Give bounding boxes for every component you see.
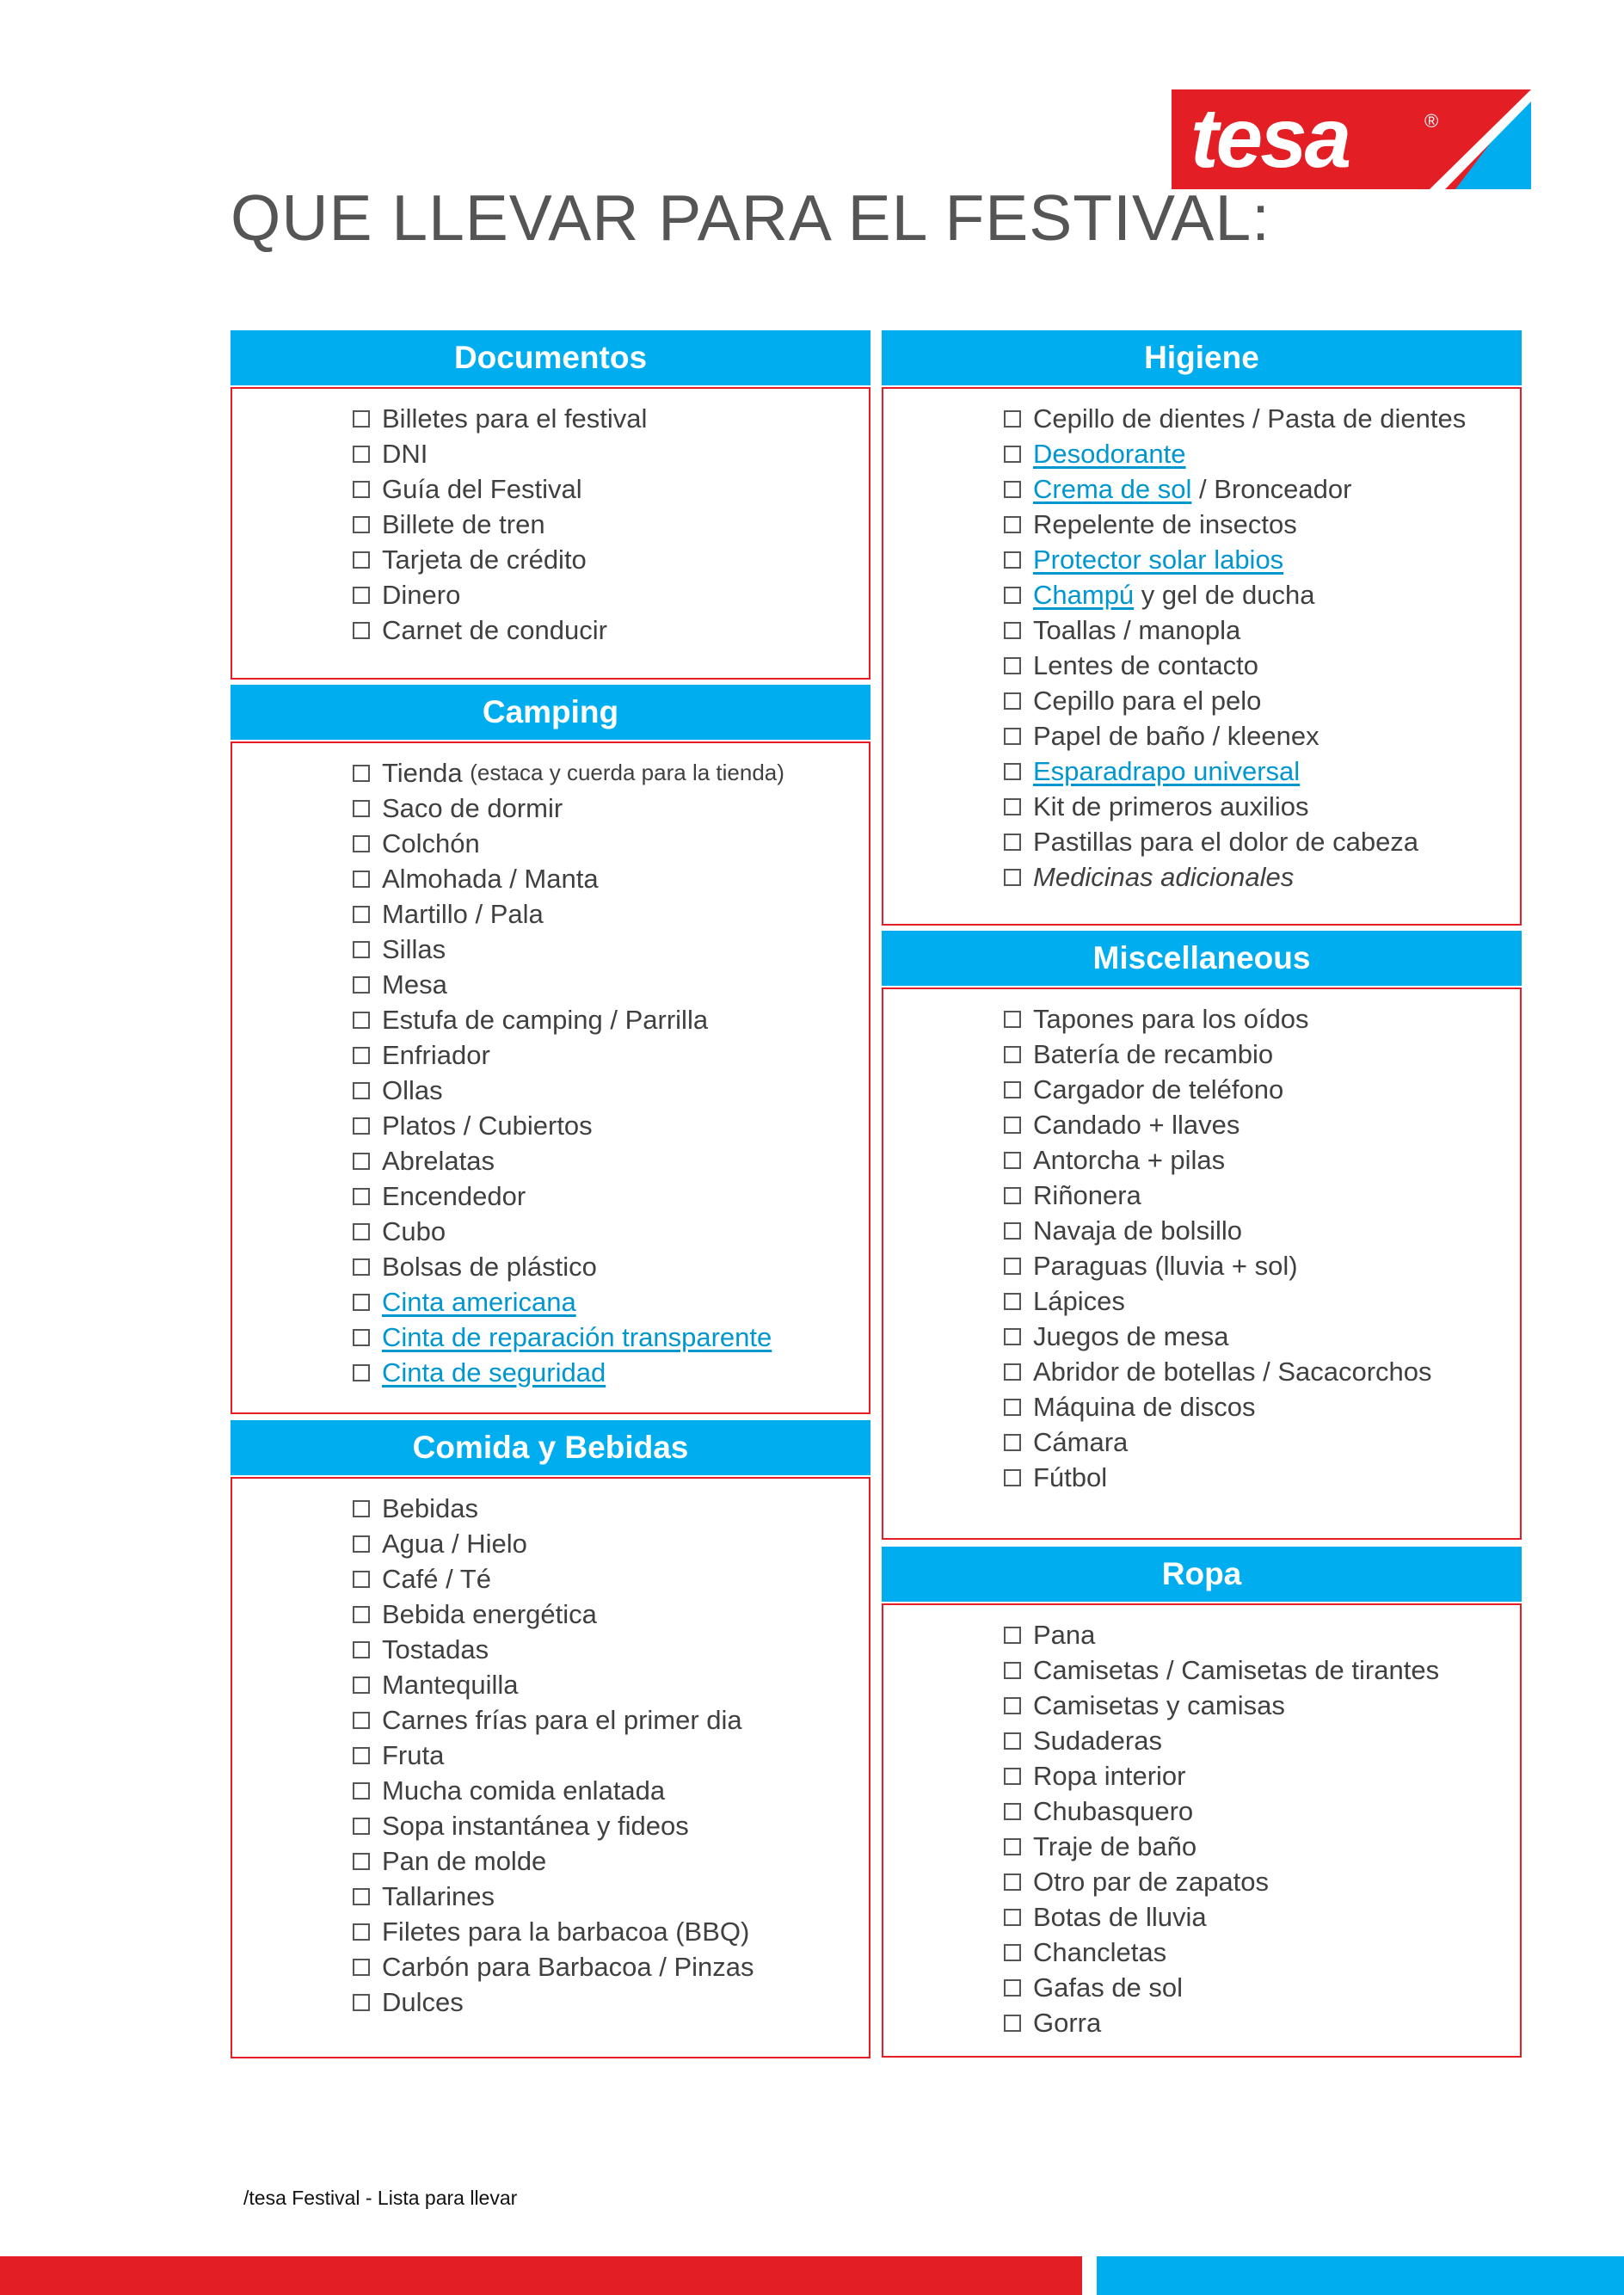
checklist-item[interactable] <box>353 755 784 791</box>
checklist-item[interactable] <box>1004 1037 1432 1072</box>
checkbox-icon[interactable] <box>353 1082 370 1099</box>
item-link[interactable]: Cinta de reparación transparente <box>382 1322 772 1352</box>
checkbox-icon[interactable] <box>353 1535 370 1553</box>
checkbox-icon[interactable] <box>353 800 370 817</box>
item-label: Billete de tren <box>382 509 545 539</box>
checklist-item[interactable] <box>1004 1001 1432 1037</box>
item-label: Martillo / Pala <box>382 899 544 929</box>
checklist-item[interactable] <box>353 1491 754 1526</box>
checkbox-icon[interactable] <box>353 1853 370 1870</box>
checklist <box>353 401 647 648</box>
checkbox-icon[interactable] <box>1004 1363 1021 1381</box>
item-label: Juegos de mesa <box>1033 1321 1229 1351</box>
item-label: Gafas de sol <box>1033 1972 1184 2003</box>
checkbox-icon[interactable] <box>1004 1152 1021 1169</box>
checklist-item[interactable] <box>1004 1319 1432 1354</box>
item-label: Tostadas <box>382 1634 489 1664</box>
checkbox-icon[interactable] <box>1004 551 1021 569</box>
checklist-item[interactable] <box>1004 401 1466 436</box>
checklist-item[interactable] <box>353 826 784 861</box>
checklist-item[interactable] <box>353 967 784 1002</box>
checklist-item[interactable] <box>1004 1424 1432 1460</box>
checkbox-icon[interactable] <box>353 1047 370 1064</box>
checkbox-icon[interactable] <box>1004 1117 1021 1134</box>
item-label: Fútbol <box>1033 1462 1108 1492</box>
checklist-item[interactable] <box>353 896 784 932</box>
section-header-comida <box>231 1420 870 1475</box>
checkbox-icon[interactable] <box>1004 587 1021 604</box>
checkbox-icon[interactable] <box>1004 410 1021 428</box>
checklist-item[interactable] <box>353 1632 754 1667</box>
checkbox-icon[interactable] <box>1004 1838 1021 1855</box>
item-label: Camisetas / Camisetas de tirantes <box>1033 1655 1440 1685</box>
checklist-item[interactable] <box>353 1879 754 1914</box>
item-label: Cámara <box>1033 1427 1129 1457</box>
checkbox-icon[interactable] <box>1004 1328 1021 1345</box>
checkbox-icon[interactable] <box>1004 1909 1021 1926</box>
section-header-documentos <box>231 330 870 385</box>
checklist <box>353 1491 754 2020</box>
checklist-item[interactable] <box>1004 683 1466 718</box>
checkbox-icon[interactable] <box>353 1258 370 1276</box>
item-label: Abridor de botellas / Sacacorchos <box>1033 1357 1432 1387</box>
checkbox-icon[interactable] <box>1004 1187 1021 1204</box>
item-label: Antorcha + pilas <box>1033 1145 1226 1175</box>
checklist-item[interactable] <box>353 1597 754 1632</box>
item-label: Fruta <box>382 1740 445 1770</box>
checkbox-icon[interactable] <box>1004 1627 1021 1644</box>
item-label: Lápices <box>1033 1286 1125 1316</box>
item-label: Ollas <box>382 1075 443 1105</box>
checkbox-icon[interactable] <box>1004 728 1021 745</box>
checklist-item[interactable] <box>1004 1688 1439 1723</box>
checkbox-icon[interactable] <box>1004 1697 1021 1714</box>
checklist-item[interactable] <box>353 1667 754 1702</box>
section-box-higiene <box>882 387 1522 926</box>
item-label: Agua / Hielo <box>382 1529 527 1559</box>
item-label: Pan de molde <box>382 1846 547 1876</box>
checkbox-icon[interactable] <box>353 1294 370 1311</box>
checkbox-icon[interactable] <box>1004 481 1021 498</box>
checkbox-icon[interactable] <box>353 1500 370 1517</box>
item-link[interactable]: Champú <box>1033 580 1135 610</box>
checklist-item[interactable] <box>353 471 647 507</box>
checklist-item[interactable] <box>353 1808 754 1843</box>
item-label: Lentes de contacto <box>1033 650 1258 680</box>
checkbox-icon[interactable] <box>1004 834 1021 851</box>
item-label: Tarjeta de crédito <box>382 545 587 575</box>
item-label: Otro par de zapatos <box>1033 1867 1269 1897</box>
checklist-item[interactable] <box>353 542 647 577</box>
item-label: Cepillo para el pelo <box>1033 686 1262 716</box>
item-label: Pana <box>1033 1620 1096 1650</box>
checkbox-icon[interactable] <box>353 1117 370 1135</box>
checklist-item[interactable] <box>1004 754 1466 789</box>
checkbox-icon[interactable] <box>1004 2015 1021 2032</box>
item-label: Cepillo de dientes / Pasta de dientes <box>1033 403 1467 434</box>
item-label: Botas de lluvia <box>1033 1902 1207 1932</box>
footer-bar-blue <box>1097 2256 1624 2295</box>
checkbox-icon[interactable] <box>353 1747 370 1764</box>
checklist-item[interactable] <box>1004 1652 1439 1688</box>
section-title: Comida y Bebidas <box>412 1430 689 1465</box>
checkbox-icon[interactable] <box>1004 622 1021 639</box>
item-label: Carnes frías para el primer dia <box>382 1705 742 1735</box>
checklist-item[interactable] <box>353 507 647 542</box>
checkbox-icon[interactable] <box>353 1712 370 1729</box>
checkbox-icon[interactable] <box>1004 1469 1021 1486</box>
checkbox-icon[interactable] <box>1004 1434 1021 1451</box>
checklist-item[interactable] <box>1004 1107 1432 1142</box>
checkbox-icon[interactable] <box>353 1571 370 1588</box>
checklist-item[interactable] <box>1004 718 1466 754</box>
checklist-item[interactable] <box>353 1178 784 1214</box>
checkbox-icon[interactable] <box>353 1606 370 1623</box>
checkbox-icon[interactable] <box>353 1329 370 1346</box>
checkbox-icon[interactable] <box>353 481 370 498</box>
checkbox-icon[interactable] <box>1004 1399 1021 1416</box>
checklist-item[interactable] <box>1004 1723 1439 1758</box>
checkbox-icon[interactable] <box>1004 1732 1021 1750</box>
item-label: Enfriador <box>382 1040 490 1070</box>
item-label: DNI <box>382 439 428 469</box>
checkbox-icon[interactable] <box>1004 1293 1021 1310</box>
checklist-item[interactable] <box>1004 1970 1439 2005</box>
checklist-item[interactable] <box>353 1843 754 1879</box>
item-label: Sopa instantánea y fideos <box>382 1811 689 1841</box>
item-label: Paraguas (lluvia + sol) <box>1033 1251 1298 1281</box>
checklist-item[interactable] <box>353 1949 754 1984</box>
item-link[interactable]: Protector solar labios <box>1033 545 1284 575</box>
checklist-item[interactable] <box>353 1702 754 1738</box>
checklist-item[interactable] <box>353 1320 784 1355</box>
checklist-item[interactable] <box>353 932 784 967</box>
section-box-documentos <box>231 387 870 680</box>
checklist-item[interactable] <box>1004 471 1466 507</box>
checklist-item[interactable] <box>1004 1072 1432 1107</box>
checklist-item[interactable] <box>353 1914 754 1949</box>
item-label: Candado + llaves <box>1033 1110 1240 1140</box>
checkbox-icon[interactable] <box>1004 1662 1021 1679</box>
checklist-item[interactable] <box>353 861 784 896</box>
checklist-item[interactable] <box>1004 1460 1432 1495</box>
checklist-item[interactable] <box>353 1773 754 1808</box>
item-label: Almohada / Manta <box>382 864 599 894</box>
checkbox-icon[interactable] <box>353 446 370 463</box>
item-label: Riñonera <box>1033 1180 1141 1210</box>
section-title: Miscellaneous <box>1092 940 1311 975</box>
item-label: Gorra <box>1033 2008 1102 2038</box>
section-box-camping <box>231 741 870 1414</box>
checkbox-icon[interactable] <box>1004 1944 1021 1961</box>
item-label: Mantequilla <box>382 1670 519 1700</box>
item-label: Camisetas y camisas <box>1033 1690 1285 1720</box>
item-label: Navaja de bolsillo <box>1033 1215 1242 1246</box>
item-label: Tallarines <box>382 1881 495 1911</box>
item-label: Dinero <box>382 580 461 610</box>
checkbox-icon[interactable] <box>353 1012 370 1029</box>
checkbox-icon[interactable] <box>353 551 370 569</box>
section-title: Higiene <box>1144 340 1259 375</box>
section-box-ropa <box>882 1603 1522 2058</box>
checkbox-icon[interactable] <box>1004 516 1021 533</box>
registered-mark: ® <box>1424 110 1439 132</box>
checkbox-icon[interactable] <box>353 1641 370 1658</box>
checkbox-icon[interactable] <box>1004 692 1021 710</box>
checkbox-icon[interactable] <box>353 871 370 888</box>
checklist-item[interactable] <box>353 577 647 612</box>
checkbox-icon[interactable] <box>353 516 370 533</box>
checkbox-icon[interactable] <box>353 835 370 852</box>
checkbox-icon[interactable] <box>353 1818 370 1835</box>
checklist-item[interactable] <box>353 791 784 826</box>
checklist-item[interactable] <box>1004 612 1466 648</box>
item-label: Café / Té <box>382 1564 491 1594</box>
checklist <box>1004 1617 1439 2040</box>
checklist-item[interactable] <box>1004 1758 1439 1794</box>
checklist-item[interactable] <box>1004 542 1466 577</box>
item-label: Medicinas adicionales <box>1033 862 1295 892</box>
item-label: Kit de primeros auxilios <box>1033 791 1309 821</box>
checkbox-icon[interactable] <box>353 1677 370 1694</box>
item-label: Saco de dormir <box>382 793 563 823</box>
checklist <box>1004 401 1466 895</box>
item-label: Bolsas de plástico <box>382 1252 597 1282</box>
item-label: Bebida energética <box>382 1599 597 1629</box>
checklist-item[interactable] <box>1004 648 1466 683</box>
checkbox-icon[interactable] <box>353 1782 370 1800</box>
checkbox-icon[interactable] <box>1004 1046 1021 1063</box>
checkbox-icon[interactable] <box>1004 798 1021 815</box>
checkbox-icon[interactable] <box>353 587 370 604</box>
tesa-logo <box>1172 89 1531 189</box>
item-label: Ropa interior <box>1033 1761 1186 1791</box>
section-box-comida <box>231 1477 870 2058</box>
checklist-item[interactable] <box>353 1284 784 1320</box>
checklist-item[interactable] <box>353 1143 784 1178</box>
footer-text: /tesa Festival - Lista para llevar <box>243 2187 518 2209</box>
checklist-item[interactable] <box>353 1249 784 1284</box>
checkbox-icon[interactable] <box>353 1888 370 1905</box>
checklist-item[interactable] <box>1004 1899 1439 1935</box>
checklist-item[interactable] <box>353 1214 784 1249</box>
footer-bar-red <box>0 2256 1082 2295</box>
section-header-camping <box>231 685 870 740</box>
checklist-item[interactable] <box>353 612 647 648</box>
checklist-item[interactable] <box>1004 789 1466 824</box>
checklist-item[interactable] <box>353 1037 784 1073</box>
checklist-item[interactable] <box>1004 1864 1439 1899</box>
item-label: Carnet de conducir <box>382 615 607 645</box>
item-label: Guía del Festival <box>382 474 582 504</box>
checklist-item[interactable] <box>1004 824 1466 859</box>
item-label: Platos / Cubiertos <box>382 1111 593 1141</box>
checkbox-icon[interactable] <box>353 976 370 994</box>
checkbox-icon[interactable] <box>353 1153 370 1170</box>
checklist-item[interactable] <box>1004 436 1466 471</box>
checkbox-icon[interactable] <box>353 906 370 923</box>
item-label: Chubasquero <box>1033 1796 1194 1826</box>
checkbox-icon[interactable] <box>353 1223 370 1240</box>
checklist-item[interactable] <box>353 1355 784 1390</box>
item-label: / Bronceador <box>1191 474 1352 504</box>
section-title: Camping <box>482 694 619 729</box>
item-label: Dulces <box>382 1987 464 2017</box>
checklist-item[interactable] <box>353 436 647 471</box>
checkbox-icon[interactable] <box>353 1959 370 1976</box>
item-label: Estufa de camping / Parrilla <box>382 1005 709 1035</box>
checkbox-icon[interactable] <box>1004 763 1021 780</box>
item-link[interactable]: Crema de sol <box>1033 474 1192 504</box>
item-label: Filetes para la barbacoa (BBQ) <box>382 1917 750 1947</box>
item-label: Sudaderas <box>1033 1726 1162 1756</box>
checklist-item[interactable] <box>1004 1617 1439 1652</box>
checklist-item[interactable] <box>353 1108 784 1143</box>
item-label: Mucha comida enlatada <box>382 1775 666 1806</box>
checkbox-icon[interactable] <box>1004 1222 1021 1240</box>
item-label: Papel de baño / kleenex <box>1033 721 1320 751</box>
item-label: Mesa <box>382 969 447 1000</box>
item-label: Chancletas <box>1033 1937 1167 1967</box>
section-box-miscellaneous <box>882 988 1522 1540</box>
checklist-item[interactable] <box>1004 1354 1432 1389</box>
checkbox-icon[interactable] <box>353 1364 370 1381</box>
checklist-item[interactable] <box>1004 1142 1432 1178</box>
checkbox-icon[interactable] <box>1004 1768 1021 1785</box>
checklist-item[interactable] <box>353 1561 754 1597</box>
section-header-ropa <box>882 1547 1522 1602</box>
checkbox-icon[interactable] <box>1004 1874 1021 1891</box>
item-label: Colchón <box>382 828 480 858</box>
logo-wordmark: tesa <box>1190 90 1350 185</box>
checklist-item[interactable] <box>1004 1213 1432 1248</box>
item-link[interactable]: Esparadrapo universal <box>1033 756 1301 786</box>
item-label: (estaca y cuerda para la tienda) <box>470 760 784 785</box>
checklist-item[interactable] <box>1004 1794 1439 1829</box>
checklist-item[interactable] <box>1004 507 1466 542</box>
item-label: Sillas <box>382 934 446 964</box>
checkbox-icon[interactable] <box>353 1994 370 2011</box>
checkbox-icon[interactable] <box>1004 1803 1021 1820</box>
checklist-item[interactable] <box>1004 577 1466 612</box>
item-label: Toallas / manopla <box>1033 615 1241 645</box>
item-label: Carbón para Barbacoa / Pinzas <box>382 1952 754 1982</box>
checkbox-icon[interactable] <box>1004 1979 1021 1997</box>
checklist-item[interactable] <box>1004 1389 1432 1424</box>
checkbox-icon[interactable] <box>1004 869 1021 886</box>
checklist-item[interactable] <box>353 1984 754 2020</box>
item-label: Encendedor <box>382 1181 526 1211</box>
checklist-item[interactable] <box>1004 1178 1432 1213</box>
checklist-item[interactable] <box>1004 1935 1439 1970</box>
checkbox-icon[interactable] <box>353 622 370 639</box>
item-link[interactable]: Cinta americana <box>382 1287 576 1317</box>
item-label: Cargador de teléfono <box>1033 1074 1284 1104</box>
item-link[interactable]: Desodorante <box>1033 439 1186 469</box>
checklist <box>1004 1001 1432 1495</box>
item-label: Tapones para los oídos <box>1033 1004 1309 1034</box>
checklist-item[interactable] <box>353 401 647 436</box>
item-label: Billetes para el festival <box>382 403 648 434</box>
checklist-item[interactable] <box>353 1738 754 1773</box>
checkbox-icon[interactable] <box>353 1923 370 1941</box>
item-label: Cubo <box>382 1216 446 1246</box>
checkbox-icon[interactable] <box>1004 446 1021 463</box>
section-header-higiene <box>882 330 1522 385</box>
item-label: Máquina de discos <box>1033 1392 1256 1422</box>
checkbox-icon[interactable] <box>353 941 370 958</box>
item-link[interactable]: Cinta de seguridad <box>382 1357 606 1387</box>
checkbox-icon[interactable] <box>1004 1011 1021 1028</box>
checklist-item[interactable] <box>1004 1283 1432 1319</box>
item-label: Abrelatas <box>382 1146 495 1176</box>
page-title: QUE LLEVAR PARA EL FESTIVAL: <box>231 182 1270 254</box>
checklist-item[interactable] <box>353 1073 784 1108</box>
checkbox-icon[interactable] <box>353 765 370 782</box>
checklist-item[interactable] <box>353 1002 784 1037</box>
item-label: Batería de recambio <box>1033 1039 1274 1069</box>
checkbox-icon[interactable] <box>1004 1081 1021 1098</box>
checklist <box>353 755 784 1390</box>
item-label: Pastillas para el dolor de cabeza <box>1033 827 1419 857</box>
checklist-item[interactable] <box>1004 1248 1432 1283</box>
checklist-item[interactable] <box>1004 1829 1439 1864</box>
checkbox-icon[interactable] <box>1004 1258 1021 1275</box>
section-header-miscellaneous <box>882 931 1522 986</box>
checklist-item[interactable] <box>1004 859 1466 895</box>
checkbox-icon[interactable] <box>1004 657 1021 674</box>
item-label: y gel de ducha <box>1134 580 1315 610</box>
item-label: Traje de baño <box>1033 1831 1197 1861</box>
checklist-item[interactable] <box>353 1526 754 1561</box>
item-label: Tienda <box>382 758 471 788</box>
checklist-item[interactable] <box>1004 2005 1439 2040</box>
item-label: Repelente de insectos <box>1033 509 1297 539</box>
checkbox-icon[interactable] <box>353 1188 370 1205</box>
section-title: Ropa <box>1161 1556 1242 1591</box>
checkbox-icon[interactable] <box>353 410 370 428</box>
section-title: Documentos <box>453 340 648 375</box>
item-label: Bebidas <box>382 1493 479 1523</box>
